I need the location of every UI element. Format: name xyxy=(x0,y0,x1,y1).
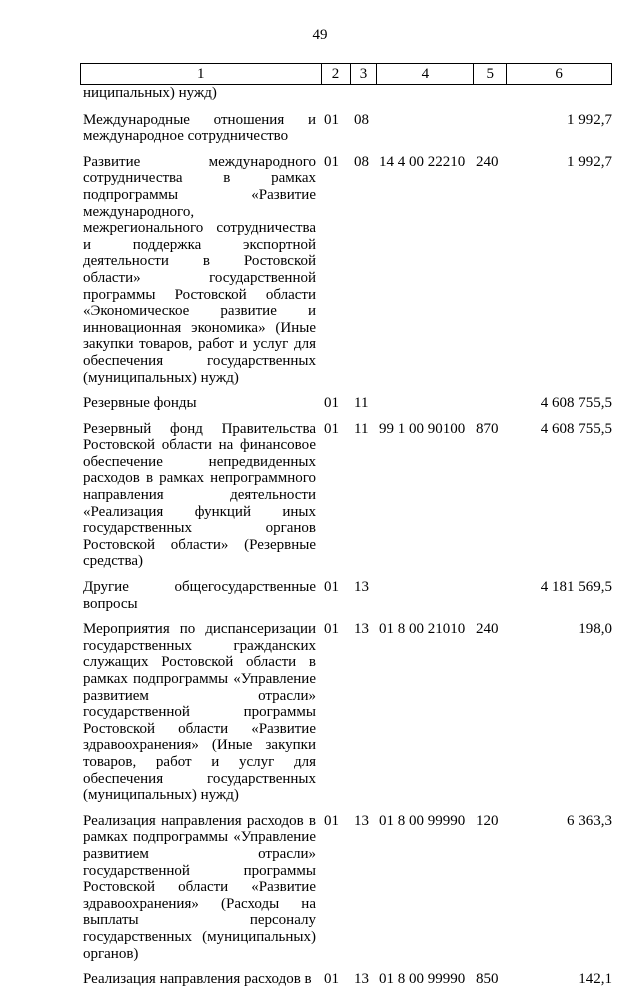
row-amount: 1 992,7 xyxy=(567,111,612,128)
header-col-5: 5 xyxy=(474,64,507,84)
row-target-article xyxy=(379,395,476,412)
row-amount: 4 608 755,5 xyxy=(540,420,612,437)
row-description: ниципальных) нужд) xyxy=(83,85,217,101)
header-col-1: 1 xyxy=(81,64,322,84)
row-section-code: 01 xyxy=(324,971,339,988)
header-col-6: 6 xyxy=(507,64,612,84)
table-body xyxy=(80,85,612,997)
row-subsection-code: 11 xyxy=(354,420,369,437)
row-description: Резервные фонды xyxy=(83,395,197,412)
row-subsection-code: 13 xyxy=(354,971,369,988)
table-header xyxy=(80,63,612,85)
row-amount xyxy=(509,85,612,102)
row-subsection-code: 08 xyxy=(354,153,369,170)
table-row xyxy=(80,579,612,612)
row-expense-type: 850 xyxy=(476,971,499,988)
row-description: Реализация направления расходов в xyxy=(83,971,312,988)
row-target-article: 01 8 00 21010 xyxy=(379,621,466,638)
table-row xyxy=(80,112,612,145)
row-section-code: 01 xyxy=(324,621,339,638)
row-section-code: 01 xyxy=(324,579,339,596)
table-row xyxy=(80,154,612,386)
row-section-code xyxy=(324,85,354,102)
row-expense-type: 240 xyxy=(476,153,499,170)
table-row xyxy=(80,971,612,988)
row-expense-type: 870 xyxy=(476,420,499,437)
row-section-code: 01 xyxy=(324,153,339,170)
table-row xyxy=(80,85,612,102)
table-row xyxy=(80,813,612,962)
row-description: Другие общегосударственные вопросы xyxy=(83,579,316,612)
page-number: 49 xyxy=(312,27,328,43)
row-amount: 1 992,7 xyxy=(567,153,612,170)
header-col-3: 3 xyxy=(351,64,378,84)
row-target-article xyxy=(379,579,476,612)
row-expense-type xyxy=(476,85,509,102)
row-expense-type: 120 xyxy=(476,812,499,829)
row-amount: 4 608 755,5 xyxy=(540,395,612,412)
row-target-article: 99 1 00 90100 xyxy=(379,420,466,437)
row-subsection-code: 13 xyxy=(354,621,369,638)
row-subsection-code: 13 xyxy=(354,812,369,829)
row-section-code: 01 xyxy=(324,111,339,128)
table-row xyxy=(80,421,612,570)
row-description: Реализация направления расходов в рамках подпрограммы «Управление развитием отрасли» государственной программы Ростовской области «Развитие здравоохранения» (Расходы на выплаты персоналу государственных (муниципальных) органов) xyxy=(83,812,316,962)
row-description: Международные отношения и международное сотрудничество xyxy=(83,111,316,145)
row-expense-type: 240 xyxy=(476,621,499,638)
row-description: Развитие международного сотрудничества в рамках подпрограммы «Развитие международного, межрегионального сотрудничества и поддержка экспортной деятельности в Ростовской области» государственной программы Ростовской области «Экономическое развитие и инновационная экономика» (Иные закупки товаров, работ и услуг для обеспечения государственных (муниципальных) нужд) xyxy=(83,153,316,386)
row-target-article: 14 4 00 22210 xyxy=(379,153,466,170)
row-amount: 4 181 569,5 xyxy=(540,579,612,596)
row-subsection-code xyxy=(354,85,379,102)
row-section-code: 01 xyxy=(324,395,339,412)
row-expense-type xyxy=(476,579,509,612)
row-description: Мероприятия по диспансеризации государственных гражданских служащих Ростовской области в рамках подпрограммы «Управление развитием отрасли» государственной программы Ростовской области «Развитие здравоохранения» (Иные закупки товаров, работ и услуг для обеспечения государственных (муниципальных) нужд) xyxy=(83,621,316,804)
row-section-code: 01 xyxy=(324,812,339,829)
row-expense-type xyxy=(476,112,509,145)
header-col-2: 2 xyxy=(322,64,351,84)
table-row xyxy=(80,621,612,804)
row-subsection-code: 11 xyxy=(354,395,369,412)
header-col-4: 4 xyxy=(377,64,474,84)
row-target-article: 01 8 00 99990 xyxy=(379,812,466,829)
table-row xyxy=(80,395,612,412)
row-description: Резервный фонд Правительства Ростовской области на финансовое обеспечение непредвиденных расходов в рамках непрограммного направления деятельности «Реализация функций иных государственных органов Ростовской области» (Резервные средства) xyxy=(83,420,316,570)
row-subsection-code: 08 xyxy=(354,111,369,128)
row-expense-type xyxy=(476,395,509,412)
row-section-code: 01 xyxy=(324,420,339,437)
row-amount: 198,0 xyxy=(578,621,612,638)
row-amount: 6 363,3 xyxy=(567,812,612,829)
row-target-article xyxy=(379,85,476,102)
row-subsection-code: 13 xyxy=(354,579,369,596)
row-target-article: 01 8 00 99990 xyxy=(379,971,466,988)
row-amount: 142,1 xyxy=(578,971,612,988)
row-target-article xyxy=(379,112,476,145)
